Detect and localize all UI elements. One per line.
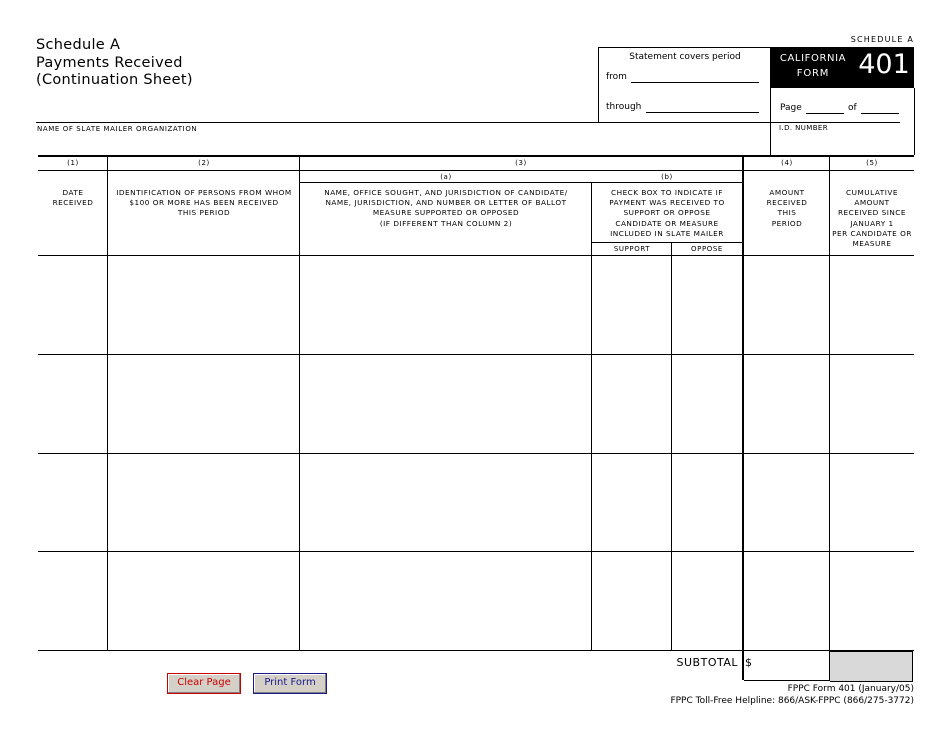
- candidate-measure-field[interactable]: [302, 258, 590, 352]
- through-label: through: [606, 102, 642, 112]
- subtotal-cumulative-shaded: [830, 651, 913, 682]
- col4-header: AMOUNT RECEIVED THIS PERIOD: [766, 188, 808, 228]
- col2-number: (2): [198, 159, 210, 167]
- oppose-checkbox[interactable]: [674, 357, 740, 451]
- form-title: [36, 37, 193, 90]
- support-header: SUPPORT: [613, 245, 651, 253]
- col3b-number: (b): [661, 173, 673, 181]
- support-checkbox[interactable]: [594, 357, 670, 451]
- contributor-field[interactable]: [110, 357, 298, 451]
- date-received-field[interactable]: [40, 357, 106, 451]
- amount-field[interactable]: [746, 456, 828, 549]
- org-name-field[interactable]: [36, 134, 766, 154]
- candidate-measure-field[interactable]: [302, 456, 590, 549]
- period-heading: Statement covers period: [629, 52, 741, 62]
- oppose-header: OPPOSE: [691, 245, 723, 253]
- subtotal-amount-field[interactable]: [754, 652, 828, 678]
- org-name-label: NAME OF SLATE MAILER ORGANIZATION: [37, 125, 198, 133]
- page-number-field[interactable]: [806, 113, 844, 114]
- col1-header: DATE RECEIVED: [52, 188, 94, 208]
- page-label: Page: [780, 103, 802, 113]
- id-number-field[interactable]: [775, 134, 909, 154]
- table-row: [38, 256, 914, 354]
- footer-form-info: FPPC Form 401 (January/05): [787, 684, 914, 694]
- subtotal-currency: $: [745, 656, 752, 669]
- amount-field[interactable]: [746, 357, 828, 451]
- id-number-label: I.D. NUMBER: [779, 124, 829, 132]
- col3a-number: (a): [440, 173, 452, 181]
- form-word: FORM: [796, 68, 830, 79]
- title-payments: Payments Received: [36, 54, 183, 71]
- oppose-checkbox[interactable]: [674, 554, 740, 648]
- table-row: [38, 355, 914, 453]
- col5-number: (5): [866, 159, 878, 167]
- print-form-button[interactable]: Print Form: [253, 673, 327, 694]
- title-continuation: (Continuation Sheet): [36, 72, 193, 88]
- col3a-header: NAME, OFFICE SOUGHT, AND JURISDICTION OF CANDIDATE/ NAME, JURISDICTION, AND NUMBER OR LETTER OF BALLOT MEASURE SUPPORTED OR OPPOSED (IF DIFFERENT THAN COLUMN 2): [324, 188, 568, 228]
- date-received-field[interactable]: [40, 456, 106, 549]
- of-label: of: [848, 103, 857, 113]
- from-label: from: [606, 72, 627, 82]
- oppose-checkbox[interactable]: [674, 258, 740, 352]
- candidate-measure-field[interactable]: [302, 357, 590, 451]
- cumulative-field[interactable]: [832, 554, 912, 648]
- date-received-field[interactable]: [40, 258, 106, 352]
- contributor-field[interactable]: [110, 258, 298, 352]
- col3-number: (3): [515, 159, 527, 167]
- contributor-field[interactable]: [110, 456, 298, 549]
- cumulative-field[interactable]: [832, 357, 912, 451]
- col3b-header: CHECK BOX TO INDICATE IF PAYMENT WAS RECEIVED TO SUPPORT OR OPPOSE CANDIDATE OR MEASURE INCLUDED IN SLATE MAILER: [609, 188, 725, 238]
- support-checkbox[interactable]: [594, 258, 670, 352]
- from-date-field[interactable]: [631, 82, 759, 83]
- clear-page-button[interactable]: Clear Page: [167, 673, 241, 694]
- table-row: [38, 552, 914, 650]
- oppose-checkbox[interactable]: [674, 456, 740, 549]
- page-total-field[interactable]: [861, 113, 899, 114]
- subtotal-label: SUBTOTAL: [676, 656, 738, 669]
- form-number-box: [770, 47, 914, 88]
- footer-helpline: FPPC Toll-Free Helpline: 866/ASK-FPPC (866/275-3772): [670, 696, 914, 706]
- amount-field[interactable]: [746, 554, 828, 648]
- statement-period-box: [598, 47, 771, 123]
- contributor-field[interactable]: [110, 554, 298, 648]
- support-checkbox[interactable]: [594, 554, 670, 648]
- title-schedule: Schedule A: [36, 37, 121, 53]
- table-row: [38, 454, 914, 551]
- col1-number: (1): [67, 159, 79, 167]
- cumulative-field[interactable]: [832, 456, 912, 549]
- col4-number: (4): [781, 159, 793, 167]
- through-date-field[interactable]: [646, 112, 759, 113]
- form-number: 401: [858, 49, 910, 80]
- col5-header: CUMULATIVE AMOUNT RECEIVED SINCE JANUARY 1 PER CANDIDATE OR MEASURE: [832, 188, 912, 249]
- amount-field[interactable]: [746, 258, 828, 352]
- cumulative-field[interactable]: [832, 258, 912, 352]
- support-checkbox[interactable]: [594, 456, 670, 549]
- date-received-field[interactable]: [40, 554, 106, 648]
- state-label: CALIFORNIA: [779, 53, 847, 64]
- candidate-measure-field[interactable]: [302, 554, 590, 648]
- col2-header: IDENTIFICATION OF PERSONS FROM WHOM $100 OR MORE HAS BEEN RECEIVED THIS PERIOD: [116, 188, 292, 218]
- schedule-label: SCHEDULE A: [850, 35, 914, 44]
